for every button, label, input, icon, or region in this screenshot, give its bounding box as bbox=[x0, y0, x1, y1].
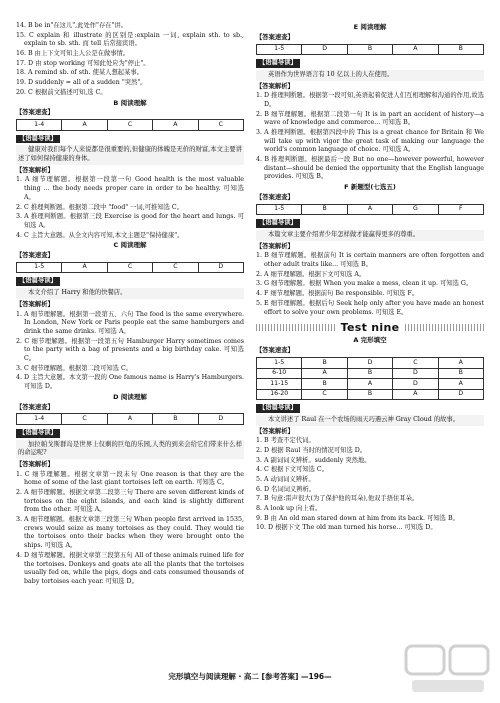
two-column-body bbox=[16, 22, 484, 662]
a-detail-item: 10. D 根据下文 The old man turned his horse... 可知选 D。 bbox=[256, 524, 437, 532]
f-guide-tag: 【语篇导读】 bbox=[256, 219, 300, 228]
a-detail-item: 8. A look up 向上看。 bbox=[256, 505, 322, 513]
b-detail-item: 4. C 主旨大意题。从全文内容可知,本文主题是"保持健康"。 bbox=[16, 231, 184, 239]
answer-cell: C bbox=[302, 389, 347, 400]
b-answer-table bbox=[16, 119, 244, 131]
test-title: Test nine bbox=[340, 321, 400, 335]
f-answer-table bbox=[256, 204, 484, 216]
answer-row bbox=[257, 379, 484, 390]
answer-cell: C bbox=[198, 120, 243, 131]
e-answer-table bbox=[256, 44, 484, 56]
b-detail-item: 1. A 细节理解题。根据第一段第一句 Good health is the most valuable thing ... the body needs proper care in order to be healthy. 可知选 A。 bbox=[16, 176, 244, 201]
section-f-title: F 新题型(七选五) bbox=[344, 183, 396, 192]
a-detail-item: 3. A 副词词义辨析。suddenly 突然地。 bbox=[256, 456, 371, 464]
answer-cell: B bbox=[438, 44, 483, 55]
top-item: 20. C 根据前文描述可知,选 C。 bbox=[16, 88, 107, 96]
answer-cell: D bbox=[198, 414, 243, 425]
test-banner bbox=[256, 320, 484, 335]
answer-row bbox=[257, 44, 484, 55]
answer-cell: A bbox=[393, 44, 438, 55]
answer-cell: B bbox=[347, 389, 392, 400]
answer-cell: A bbox=[347, 204, 392, 215]
answer-cell: A bbox=[347, 379, 392, 390]
e-guide-tag: 【语篇导读】 bbox=[256, 59, 300, 68]
f-detail-item: 4. F 细节理解题。根据前句 Be responsible. 可知选 F。 bbox=[256, 290, 419, 298]
b-answer-label: 【答案速查】 bbox=[16, 109, 54, 117]
top-item: 14. B be in"在这儿",此处作"存在"讲。 bbox=[16, 22, 128, 29]
e-detail-item: 2. B 细节理解题。根据第二段第一句 It is in part an accident of history—a wave of knowledge and commerce... 可知选 B。 bbox=[256, 110, 484, 127]
b-detail-item: 2. C 推理判断题。根据第二段中 "food" 一词,可推知选 C。 bbox=[16, 203, 184, 211]
top-item: 16. B 由上下文可知主人公是在做事情。 bbox=[16, 50, 130, 58]
answer-cell: C bbox=[107, 120, 152, 131]
f-detail-item: 3. G 细节理解题。根据 When you make a mess, clean it up. 可知选 G。 bbox=[256, 280, 473, 288]
c-detail-item: 2. C 细节理解题。根据第一段第五句 Hamburger Harry sometimes comes to the party with a bag of presents and a big birthday cake. 可知选 C。 bbox=[16, 337, 244, 362]
c-guide-text: 本文介绍了 Harry 和他的快餐店。 bbox=[16, 288, 244, 299]
answer-row bbox=[257, 389, 484, 400]
a-detail-label: 【答案解析】 bbox=[256, 427, 294, 435]
top-item: 17. D 由 stop working 可知此处应为"停止"。 bbox=[16, 59, 150, 67]
answer-cell: D bbox=[438, 389, 483, 400]
answer-cell: B bbox=[438, 368, 483, 379]
banner-left-bar bbox=[256, 324, 335, 331]
answer-cell: A bbox=[302, 368, 347, 379]
right-column bbox=[256, 22, 484, 662]
b-detail-list bbox=[16, 176, 244, 240]
a-detail-item: 2. D 根据 Raul 当时的情况可知选 D。 bbox=[256, 446, 367, 454]
f-detail-item: 1. B 细节理解题。根据前句 It is certain manners are often forgotten and other adult traits like... 可知选 B。 bbox=[256, 252, 484, 269]
e-detail-list bbox=[256, 92, 484, 182]
b-guide-tag: 【语篇导读】 bbox=[16, 135, 60, 144]
section-b-title: B 阅读理解 bbox=[113, 98, 147, 107]
e-guide-text: 英语作为世界语言有 10 亿以上的人在使用。 bbox=[256, 70, 484, 81]
a-detail-item: 4. C 根据下文可知选 C。 bbox=[256, 466, 329, 474]
d-detail-item: 2. A 细节理解题。根据文章第二段第三句 There are seven different kinds of tortoises on the eight islands, and each kind is slightly different from the other. 可知选 A。 bbox=[16, 489, 244, 514]
answer-row bbox=[17, 262, 244, 273]
d-answer-table bbox=[16, 413, 244, 425]
answer-cell: 16-20 bbox=[257, 389, 302, 400]
answer-cell: A bbox=[153, 120, 198, 131]
answer-cell: B bbox=[347, 44, 392, 55]
answer-cell: 1-5 bbox=[257, 204, 302, 215]
answer-cell: B bbox=[302, 379, 347, 390]
answer-cell: A bbox=[107, 414, 152, 425]
c-detail-item: 1. A 细节理解题。根据第一段第五、六句 The food is the same everywhere. In London, New York or Paris people eat the same hamburgers and drink the same drinks. 可知选 A。 bbox=[16, 310, 244, 335]
answer-cell: D bbox=[393, 379, 438, 390]
answer-cell: C bbox=[107, 262, 152, 273]
d-detail-list bbox=[16, 471, 244, 587]
a-guide-text: 本文讲述了 Raul 在一个农场的雨天巧遇云神 Gray Cloud 的故事。 bbox=[256, 415, 484, 426]
a-guide-tag: 【语篇导读】 bbox=[256, 404, 300, 413]
answer-cell: B bbox=[302, 358, 347, 369]
c-detail-list bbox=[16, 311, 244, 392]
d-guide-text: 加拉帕戈斯群岛是世界上仅剩的巨龟的乐园,人类的到来会给它们带来什么样的命运呢? bbox=[16, 440, 244, 459]
f-guide-text: 本篇文章主要介绍青少年怎样做才能赢得更多的尊重。 bbox=[256, 230, 484, 241]
a-detail-item: 9. B 由 An old man stared down at him from its back. 可知选 B。 bbox=[256, 514, 459, 522]
a-detail-item: 6. D 名词词义辨析。 bbox=[256, 485, 316, 493]
answer-cell: 1-5 bbox=[17, 262, 62, 273]
e-detail-label: 【答案解析】 bbox=[256, 82, 294, 90]
answer-cell: 1-4 bbox=[17, 120, 62, 131]
top-item: 15. C explain 和 illustrate 的区别是:explain 一词, explain sth. to sb., explain to sb. sth. 而 tell 后常接宾语。 bbox=[16, 31, 244, 48]
answer-cell: A bbox=[393, 389, 438, 400]
answer-cell: A bbox=[438, 379, 483, 390]
answer-cell: F bbox=[438, 204, 483, 215]
f-detail-label: 【答案解析】 bbox=[256, 242, 294, 250]
answer-cell: B bbox=[302, 204, 347, 215]
a-answer-label: 【答案速查】 bbox=[256, 347, 294, 355]
section-c-title: C 阅读理解 bbox=[113, 241, 147, 250]
answer-row bbox=[257, 358, 484, 369]
answer-cell: B bbox=[347, 368, 392, 379]
top-item-list bbox=[16, 22, 244, 98]
e-answer-label: 【答案速查】 bbox=[256, 33, 294, 41]
answer-cell: C bbox=[393, 358, 438, 369]
c-detail-item: 3. C 细节理解题。根据第二段可知选 C。 bbox=[16, 364, 133, 372]
top-item: 19. D suddenly = all of a sudden "突然"。 bbox=[16, 79, 147, 87]
e-detail-item: 3. A 推理判断题。根据第四段中的 This is a great chance for Britain 和 We will take up with vigor the great task of making our language the world's common language of choice. 可知选 A。 bbox=[256, 129, 484, 154]
f-detail-item: 2. A 细节理解题。根据下文可知选 A。 bbox=[256, 270, 366, 278]
answer-cell: D bbox=[347, 358, 392, 369]
f-detail-list bbox=[256, 252, 484, 317]
section-a-title: A 完形填空 bbox=[353, 336, 387, 345]
a-detail-item: 1. B 考查不定代词。 bbox=[256, 437, 315, 445]
d-detail-item: 4. D 细节理解题。根据文章第三段第五句 All of these animals ruined life for the tortoises. Donkeys and goats ate all the plants that the tortoises usually fed on, while the pigs, dogs and cats consumed thousands of baby tortoises each year. 可知选 D。 bbox=[16, 551, 244, 585]
section-d-title: D 阅读理解 bbox=[113, 392, 147, 401]
answer-cell: C bbox=[62, 414, 107, 425]
c-guide-tag: 【语篇导读】 bbox=[16, 277, 60, 286]
answer-cell: A bbox=[62, 120, 107, 131]
f-detail-item: 5. E 细节理解题。根据后句 Seek help only after you have made an honest effort to solve your own problems. 可知选 E。 bbox=[256, 299, 484, 316]
d-guide-tag: 【语篇导读】 bbox=[16, 429, 60, 438]
answer-cell: 1-5 bbox=[257, 44, 302, 55]
section-e-title: E 阅读理解 bbox=[353, 23, 387, 31]
f-answer-label: 【答案速查】 bbox=[256, 194, 294, 202]
left-column bbox=[16, 22, 244, 662]
answer-cell: B bbox=[153, 414, 198, 425]
b-detail-label: 【答案解析】 bbox=[16, 166, 54, 174]
top-item: 18. A remind sb. of sth. 使某人想起某事。 bbox=[16, 69, 143, 77]
page-footer: 完形填空与阅读理解 · 高二 [参考答案] —196— bbox=[168, 672, 332, 681]
answer-cell: C bbox=[153, 262, 198, 273]
d-detail-label: 【答案解析】 bbox=[16, 460, 54, 468]
answer-cell: 11-15 bbox=[257, 379, 302, 390]
answer-row bbox=[257, 204, 484, 215]
banner-right-bar bbox=[405, 324, 484, 331]
c-detail-item: 4. D 主旨大意题。本文第一段的 One famous name is Harry's Hamburgers. 可知选 D。 bbox=[16, 374, 244, 391]
b-guide-text: 健康对我们每个人来说都是很重要的,但健康的体魄是无价的财富,本文主要讲述了如何保持健康的身体。 bbox=[16, 145, 244, 164]
answer-cell: A bbox=[62, 262, 107, 273]
answer-cell: 6-10 bbox=[257, 368, 302, 379]
answer-row bbox=[257, 368, 484, 379]
answer-cell: 1-5 bbox=[257, 358, 302, 369]
d-detail-item: 3. A 细节理解题。根据文章第三段第三句 When people first arrived in 1535, crews would seize as many tortoises as they could. They would tie the tortoises onto their backs when they were brought onto the ships. 可知选 A。 bbox=[16, 516, 244, 550]
e-detail-item: 1. D 推理判断题。根据第一段可知,英语起着促进人们互相理解和沟通的作用,故选 D。 bbox=[256, 92, 484, 108]
answer-cell: A bbox=[438, 358, 483, 369]
answer-row bbox=[17, 120, 244, 131]
answer-cell: D bbox=[393, 368, 438, 379]
answer-cell: D bbox=[302, 44, 347, 55]
b-detail-item: 3. A 推理判断题。根据第三段 Exercise is good for the heart and lungs. 可知选 A。 bbox=[16, 213, 244, 229]
c-answer-table bbox=[16, 262, 244, 274]
a-answer-table bbox=[256, 357, 484, 400]
answer-cell: 1-4 bbox=[17, 414, 62, 425]
c-answer-label: 【答案速查】 bbox=[16, 252, 54, 260]
d-answer-label: 【答案速查】 bbox=[16, 403, 54, 411]
a-detail-item: 7. B 句意:雷声很大(为了保护他的耳朵),他双手捂住耳朵。 bbox=[256, 495, 419, 503]
e-detail-item: 4. B 推理判断题。根据最后一段 But no one—however powerful, however distant—should be denied the opportunity that the English language provides. 可知选 B。 bbox=[256, 156, 484, 181]
d-detail-item: 1. C 细节理解题。根据文章第一段末句 One reason is that they are the home of some of the last giant tortoises left on earth. 可知选 C。 bbox=[16, 470, 244, 487]
a-detail-list bbox=[256, 437, 484, 533]
answer-cell: D bbox=[198, 262, 243, 273]
answer-row bbox=[17, 414, 244, 425]
c-detail-label: 【答案解析】 bbox=[16, 300, 54, 308]
answer-cell: G bbox=[393, 204, 438, 215]
a-detail-item: 5. A 动词词义辨析。 bbox=[256, 476, 315, 484]
